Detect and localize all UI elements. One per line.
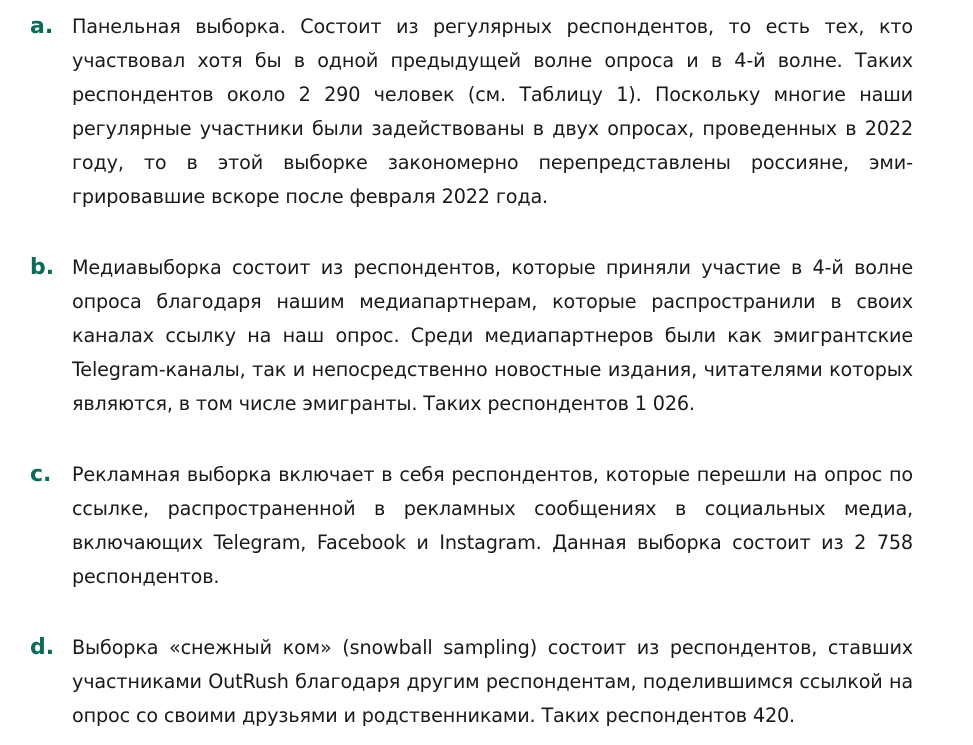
list-item-d xyxy=(30,631,913,733)
list-item-text: Рекламная выборка включает в себя респондентов, которые перешли на опрос по ссылке, распространенной в рекламных сообщениях в социальных медиа, включающих Telegram, Facebook и Instagram. Данная выборка состоит из 2 758 респондентов. xyxy=(72,463,913,588)
list-item-c xyxy=(30,458,913,594)
list-marker: a. xyxy=(30,14,54,39)
list-item-a xyxy=(30,10,913,214)
list-item-text: Выборка «снежный ком» (snowball sampling) состоит из респондентов, ставших участниками OutRush благодаря другим респондентам, поделившимся ссылкой на опрос со своими друзьями и родственниками. Таких респондентов 420. xyxy=(72,636,913,727)
list-item-text: Медиавыборка состоит из респондентов, которые приняли участие в 4-й волне опроса благодаря нашим медиапартнерам, которые распространили в своих каналах ссылку на наш опрос. Среди медиапартнеров были как эмигрантские Telegram-каналы, так и непосредственно новостные издания, читателями которых являются, в том числе эмигранты. Таких респондентов 1 026. xyxy=(72,256,913,415)
list-item-text: Панельная выборка. Состоит из регулярных респондентов, то есть тех, кто участвовал хотя бы в одной предыдущей волне опроса и в 4-й волне. Таких респондентов около 2 290 человек (см. Таблицу 1). Поскольку многие наши регулярные участники были задействованы в двух опросах, проведенных в 2022 году, то в этой выборке закономерно перепредставлены россияне, эмигрировавшие вскоре после февраля 2022 года. xyxy=(72,15,913,208)
list-marker: c. xyxy=(30,462,52,487)
list-item-b xyxy=(30,251,913,421)
list-marker: d. xyxy=(30,635,55,660)
list-marker: b. xyxy=(30,255,55,280)
